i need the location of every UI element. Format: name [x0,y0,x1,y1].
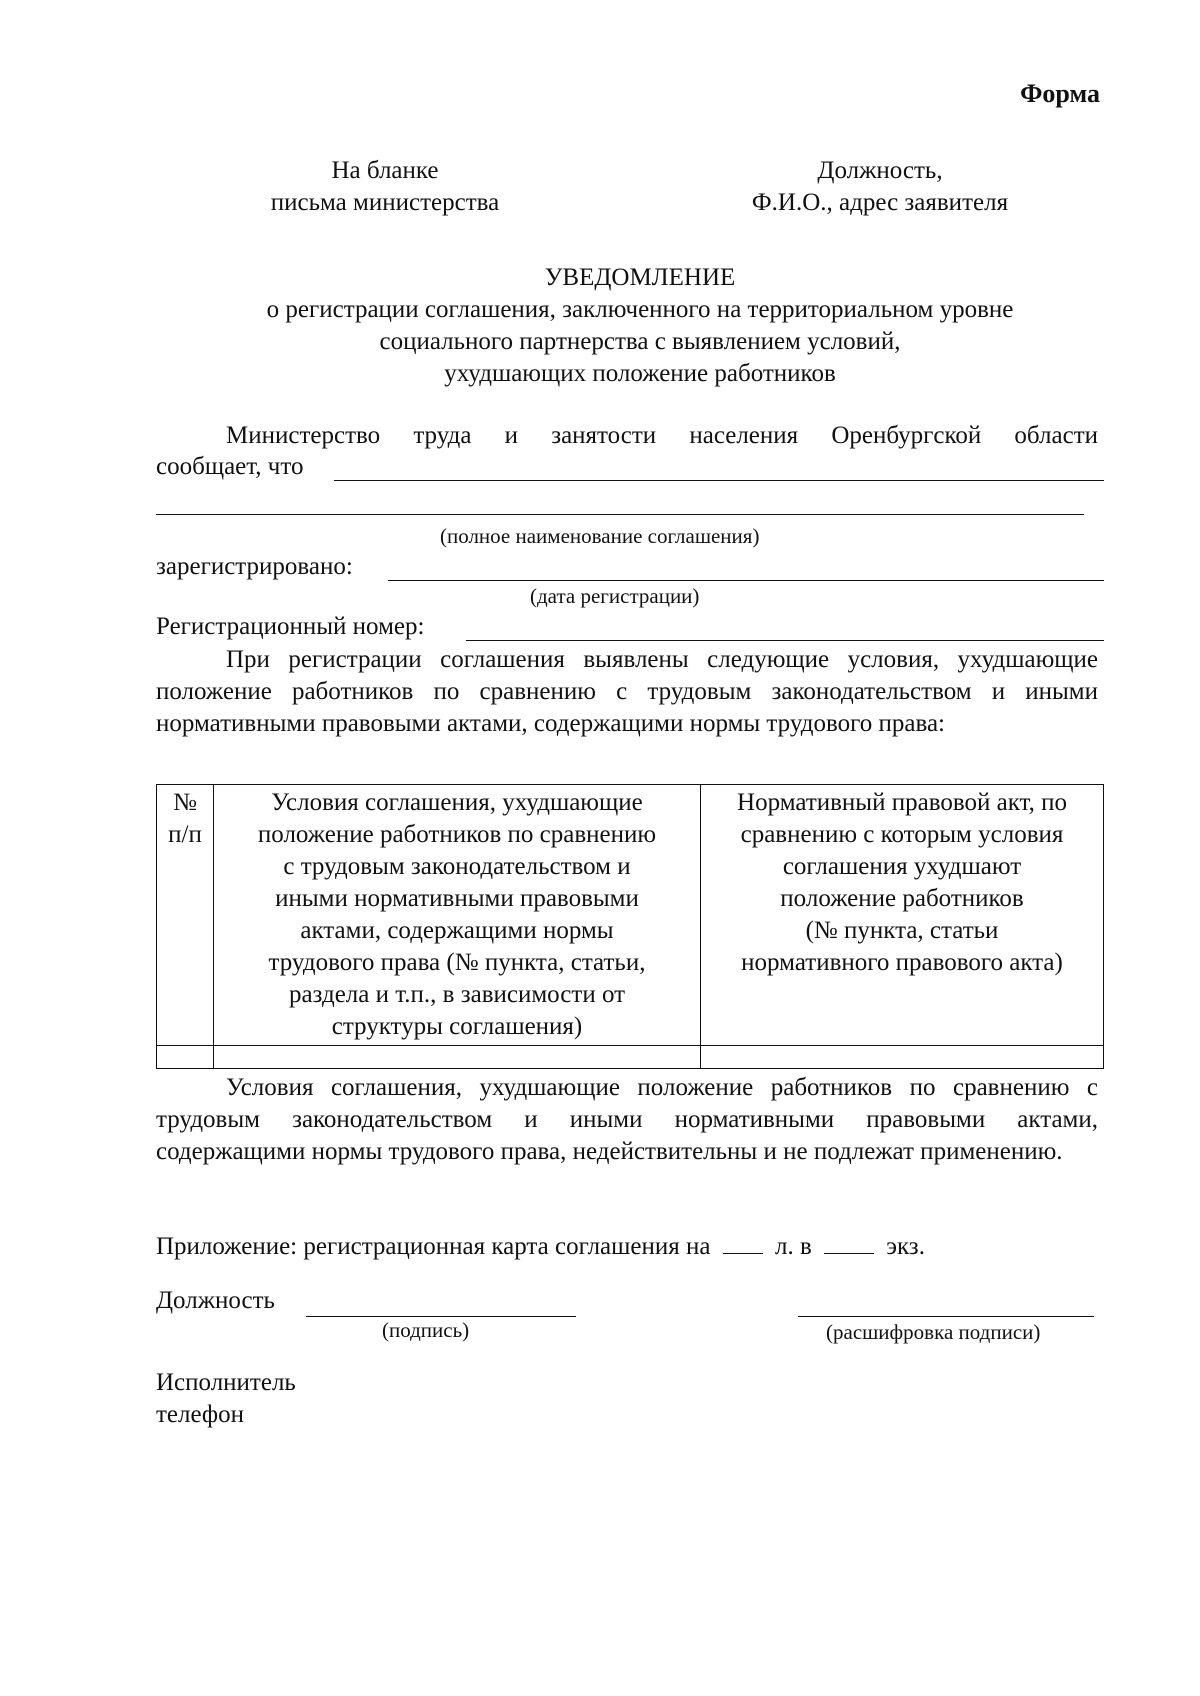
reg-number-label: Регистрационный номер: [156,613,425,640]
intro-sentence: Министерство труда и занятости населения Оренбургской области [226,422,1098,449]
col-conditions-line: раздела и т.п., в зависимости от [288,981,626,1008]
table-header-row [157,785,1104,1046]
col-conditions-line: трудового права (№ пункта, статьи, [268,949,646,976]
col-conditions-line: структуры соглашения) [331,1013,583,1040]
col-conditions-line: иными нормативными правовыми [275,885,639,912]
col-legal-act-line: (№ пункта, статьи [805,917,999,944]
sheets-count-field[interactable] [723,1253,763,1254]
col-legal-act-header [701,785,1104,1046]
sheets-unit: л. в [774,1233,812,1260]
table-cell[interactable] [701,1046,1104,1069]
intro-text [156,420,1098,452]
document-title [150,262,1130,390]
agreement-name-caption: (полное наименование соглашения) [440,524,760,548]
col-legal-act-line: соглашения ухудшают [782,853,1022,880]
col-number-header [157,785,214,1046]
reports-label: сообщает, что [156,453,304,480]
registration-date-field[interactable] [388,580,1104,581]
title-line-3: ухудшающих положение работников [444,360,836,387]
table-cell[interactable] [214,1046,701,1069]
phone-label: телефон [156,1401,244,1428]
col-conditions-line: Условия соглашения, ухудшающие [271,789,643,816]
signature-decoding-field[interactable] [798,1316,1094,1317]
conclusion-text: Условия соглашения, ухудшающие положение работников по сравнению с трудовым законодательством и иными нормативными правовыми актами, содержащими нормы трудового права, недействительны и не подлежат применению. [156,1074,1098,1165]
attachment-prefix: Приложение: регистрационная карта соглашения на [156,1233,711,1260]
col-conditions-line: актами, содержащими нормы [300,917,614,944]
letterhead-line-2: письма министерства [270,189,500,216]
applicant-line-1: Должность, [817,157,943,184]
signature-decoding-caption: (расшифровка подписи) [826,1320,1041,1344]
col-legal-act-line: положение работников [780,885,1024,912]
signature-field[interactable] [306,1316,576,1317]
attachment-line [156,1232,925,1262]
registration-date-caption: (дата регистрации) [530,584,700,608]
copies-unit: экз. [886,1233,925,1260]
registered-label: зарегистрировано: [156,553,353,580]
col-conditions-line: положение работников по сравнению [257,821,657,848]
letterhead-note [235,155,535,219]
table-cell[interactable] [157,1046,214,1069]
agreement-name-field-1[interactable] [334,480,1104,481]
copies-count-field[interactable] [824,1253,874,1254]
col-number-line: п/п [168,821,202,848]
violations-table [156,784,1104,1069]
col-number-line: № [173,789,197,816]
title-line-2: социального партнерства с выявлением условий, [379,328,901,355]
agreement-name-field-2[interactable] [156,514,1084,515]
applicant-block [720,155,1040,219]
col-conditions-line: с трудовым законодательством и [283,853,631,880]
letterhead-line-1: На бланке [331,157,439,184]
form-label: Форма [1020,79,1100,108]
col-legal-act-line: сравнению с которым условия [740,821,1064,848]
position-label: Должность [156,1287,275,1314]
table-row [157,1046,1104,1069]
col-legal-act-line: Нормативный правовой акт, по [737,789,1067,816]
title-line-1: о регистрации соглашения, заключенного на территориальном уровне [266,296,1014,323]
findings-text: При регистрации соглашения выявлены следующие условия, ухудшающие положение работников по сравнению с трудовым законодательством и иными нормативными правовыми актами, содержащими нормы трудового права: [156,646,1098,737]
signature-caption: (подпись) [382,1318,470,1342]
executor-label: Исполнитель [156,1369,296,1396]
reg-number-field[interactable] [466,640,1104,641]
title-heading: УВЕДОМЛЕНИЕ [544,264,736,291]
applicant-line-2: Ф.И.О., адрес заявителя [751,189,1009,216]
col-conditions-header [214,785,701,1046]
col-legal-act-line: нормативного правового акта) [741,949,1063,976]
